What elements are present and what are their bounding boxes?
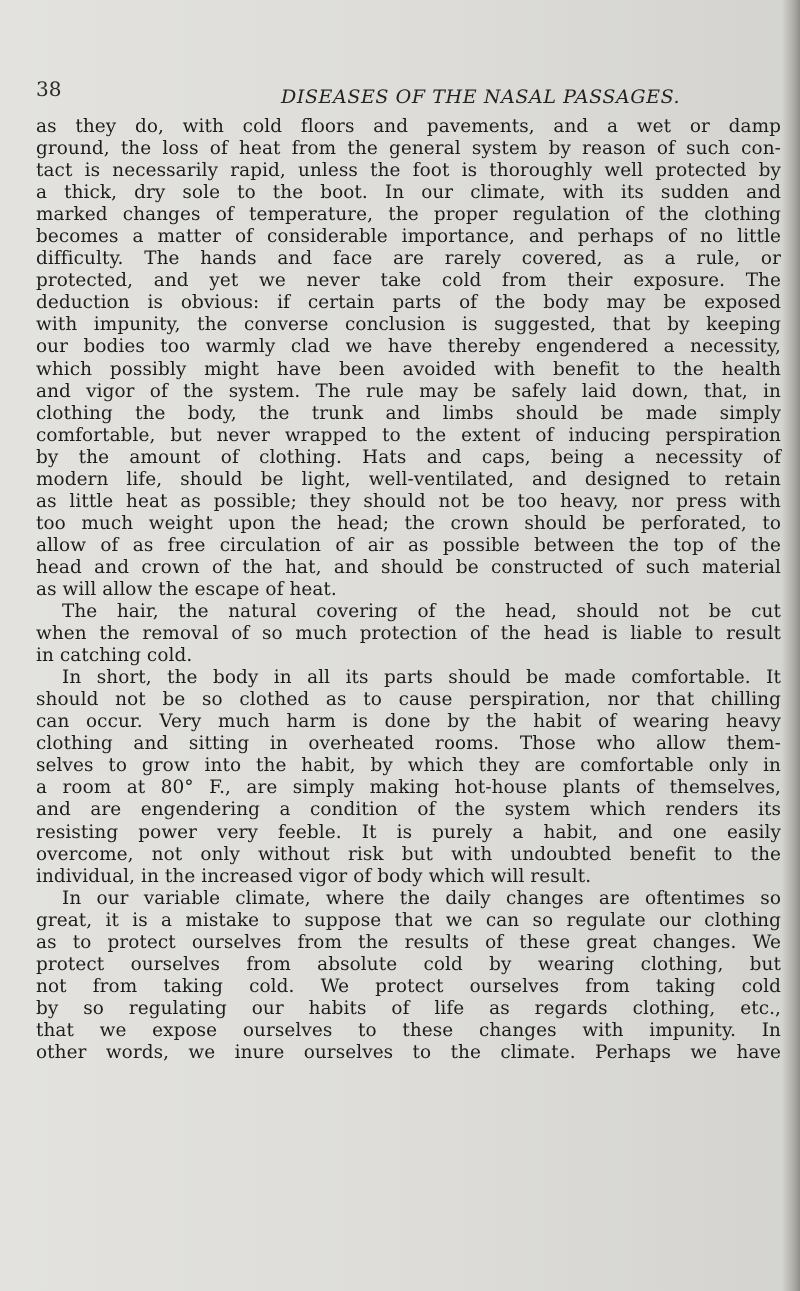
text-line: overcome, not only without risk but with undoubted benefit to the bbox=[36, 843, 781, 865]
text-line: by the amount of clothing. Hats and caps, being a necessity of bbox=[36, 446, 781, 468]
text-line: becomes a matter of considerable importance, and perhaps of no little bbox=[36, 226, 781, 248]
text-line: head and crown of the hat, and should be constructed of such material bbox=[36, 556, 781, 578]
text-line: deduction is obvious: if certain parts of the body may be exposed bbox=[36, 292, 781, 314]
text-line: In our variable climate, where the daily changes are oftentimes so bbox=[62, 887, 781, 909]
text-line: tact is necessarily rapid, unless the foot is thoroughly well protected by bbox=[36, 160, 781, 182]
text-line: in catching cold. bbox=[36, 645, 193, 667]
text-line: and are engendering a condition of the system which renders its bbox=[36, 799, 781, 821]
text-line: as little heat as possible; they should not be too heavy, nor press with bbox=[36, 490, 781, 512]
text-line: great, it is a mistake to suppose that we can so regulate our clothing bbox=[36, 909, 781, 931]
body-text bbox=[36, 116, 781, 1064]
text-line: not from taking cold. We protect ourselves from taking cold bbox=[36, 975, 781, 997]
text-line: resisting power very feeble. It is purely a habit, and one easily bbox=[36, 821, 781, 843]
text-line: too much weight upon the head; the crown should be perforated, to bbox=[36, 512, 781, 534]
text-line: should not be so clothed as to cause perspiration, nor that chilling bbox=[36, 689, 781, 711]
text-line: with impunity, the converse conclusion is suggested, that by keeping bbox=[36, 314, 781, 336]
text-line: The hair, the natural covering of the head, should not be cut bbox=[62, 601, 781, 623]
text-line: In short, the body in all its parts should be made comfortable. It bbox=[62, 667, 781, 689]
page-edge-shadow bbox=[782, 0, 800, 1291]
text-line: can occur. Very much harm is done by the habit of wearing heavy bbox=[36, 711, 781, 733]
text-line: protect ourselves from absolute cold by wearing clothing, but bbox=[36, 953, 781, 975]
text-line: that we expose ourselves to these changes with impunity. In bbox=[36, 1019, 781, 1041]
text-line: difficulty. The hands and face are rarely covered, as a rule, or bbox=[36, 248, 781, 270]
text-line: individual, in the increased vigor of body which will result. bbox=[36, 865, 592, 887]
text-line: when the removal of so much protection of the head is liable to result bbox=[36, 623, 781, 645]
text-line: protected, and yet we never take cold from their exposure. The bbox=[36, 270, 781, 292]
text-line: our bodies too warmly clad we have thereby engendered a necessity, bbox=[36, 336, 781, 358]
text-line: a room at 80° F., are simply making hot-house plants of themselves, bbox=[36, 777, 781, 799]
text-line: as will allow the escape of heat. bbox=[36, 578, 337, 600]
page-number: 38 bbox=[36, 77, 62, 101]
text-line: by so regulating our habits of life as regards clothing, etc., bbox=[36, 997, 781, 1019]
text-line: a thick, dry sole to the boot. In our climate, with its sudden and bbox=[36, 182, 781, 204]
text-line: which possibly might have been avoided with benefit to the health bbox=[36, 358, 781, 380]
text-line: as to protect ourselves from the results of these great changes. We bbox=[36, 931, 781, 953]
text-line: as they do, with cold floors and pavements, and a wet or damp bbox=[36, 116, 781, 137]
text-line: selves to grow into the habit, by which they are comfortable only in bbox=[36, 755, 781, 777]
text-line: clothing the body, the trunk and limbs should be made simply bbox=[36, 402, 781, 424]
text-line: clothing and sitting in overheated rooms. Those who allow them- bbox=[36, 733, 781, 755]
text-line: comfortable, but never wrapped to the extent of inducing perspiration bbox=[36, 424, 781, 446]
text-line: modern life, should be light, well-ventilated, and designed to retain bbox=[36, 468, 781, 490]
text-line: other words, we inure ourselves to the climate. Perhaps we have bbox=[36, 1041, 781, 1063]
text-line: ground, the loss of heat from the general system by reason of such con- bbox=[36, 138, 781, 160]
running-title: DISEASES OF THE NASAL PASSAGES. bbox=[281, 86, 681, 108]
text-line: and vigor of the system. The rule may be safely laid down, that, in bbox=[36, 380, 781, 402]
text-line: marked changes of temperature, the proper regulation of the clothing bbox=[36, 204, 781, 226]
text-line: allow of as free circulation of air as possible between the top of the bbox=[36, 534, 781, 556]
